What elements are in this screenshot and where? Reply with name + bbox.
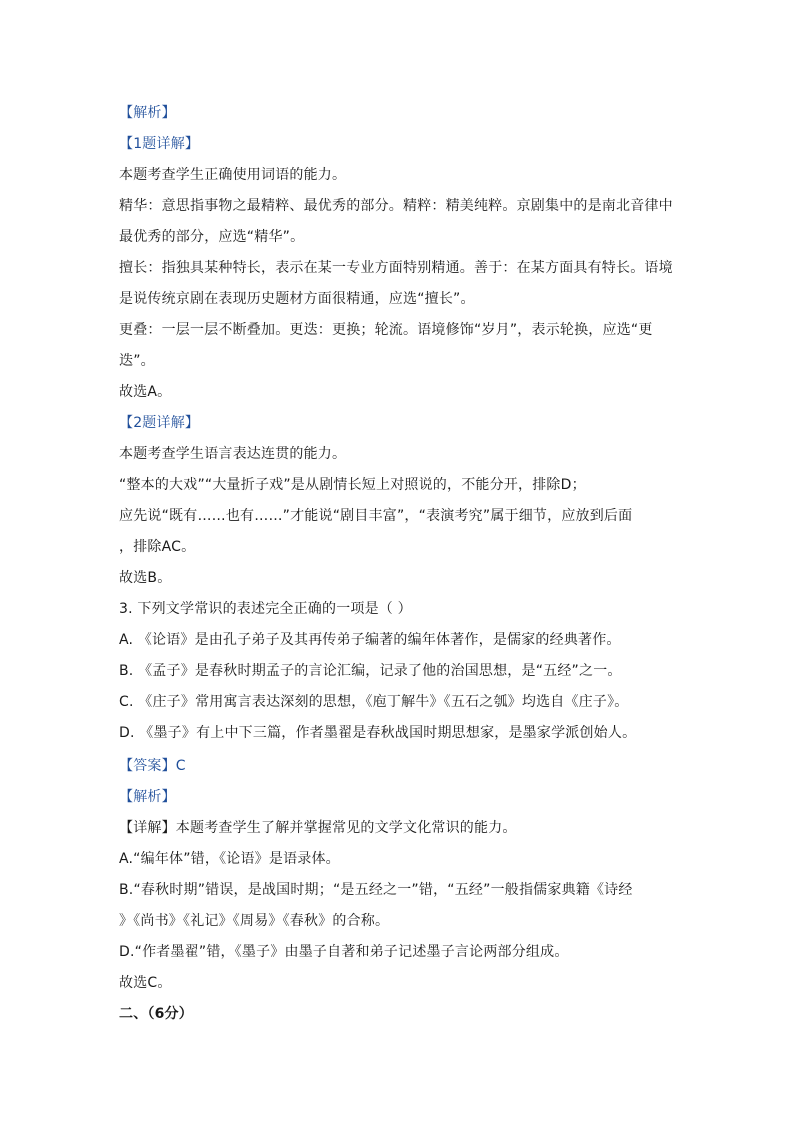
explanation-a: A.“编年体”错，《论语》是语录体。 bbox=[119, 851, 340, 867]
q2-detail-heading: 【2题详解】 bbox=[119, 415, 200, 431]
paragraph-line: 本题考查学生语言表达连贯的能力。 bbox=[119, 446, 347, 462]
option-b: B. 《孟子》是春秋时期孟子的言论汇编，记录了他的治国思想，是“五经”之一。 bbox=[119, 663, 622, 679]
section-two-heading: 二、（6分） bbox=[119, 1006, 193, 1022]
detail-line: 【详解】本题考查学生了解并掌握常见的文学文化常识的能力。 bbox=[119, 820, 517, 836]
q1-detail-heading: 【1题详解】 bbox=[119, 136, 200, 152]
paragraph-line: 精华：意思指事物之最精粹、最优秀的部分。精粹：精美纯粹。京剧集中的是南北音律中 bbox=[119, 198, 673, 214]
paragraph-line: 故选C。 bbox=[119, 975, 172, 991]
paragraph-line: “整本的大戏”“大量折子戏”是从剧情长短上对照说的，不能分开，排除D； bbox=[119, 477, 586, 493]
option-c: C. 《庄子》常用寓言表达深刻的思想，《庖丁解牛》《五石之瓠》均选自《庄子》。 bbox=[119, 694, 629, 710]
paragraph-line: 是说传统京剧在表现历史题材方面很精通，应选“擅长”。 bbox=[119, 291, 475, 307]
analysis-heading: 【解析】 bbox=[119, 105, 176, 121]
analysis-heading: 【解析】 bbox=[119, 789, 176, 805]
explanation-b-cont: 》《尚书》《礼记》《周易》《春秋》的合称。 bbox=[119, 913, 390, 929]
paragraph-line: 擅长：指独具某种特长，表示在某一专业方面特别精通。善于：在某方面具有特长。语境 bbox=[119, 260, 673, 276]
paragraph-line: 迭”。 bbox=[119, 353, 155, 369]
paragraph-line: 最优秀的部分，应选“精华”。 bbox=[119, 229, 305, 245]
explanation-b: B.“春秋时期”错误，是战国时期；“是五经之一”错，“五经”一般指儒家典籍《诗经 bbox=[119, 882, 633, 898]
option-a: A. 《论语》是由孔子弟子及其再传弟子编著的编年体著作，是儒家的经典著作。 bbox=[119, 632, 621, 648]
paragraph-line: 本题考查学生正确使用词语的能力。 bbox=[119, 167, 347, 183]
paragraph-line: 应先说“既有……也有……”才能说“剧目丰富”，“表演考究”属于细节，应放到后面 bbox=[119, 508, 633, 524]
explanation-d: D.“作者墨翟”错，《墨子》由墨子自著和弟子记述墨子言论两部分组成。 bbox=[119, 944, 569, 960]
paragraph-line: 故选A。 bbox=[119, 384, 172, 400]
question-3-stem: 3. 下列文学常识的表述完全正确的一项是（ ） bbox=[119, 601, 412, 617]
answer-line: 【答案】C bbox=[119, 758, 186, 774]
option-d: D. 《墨子》有上中下三篇，作者墨翟是春秋战国时期思想家，是墨家学派创始人。 bbox=[119, 725, 637, 741]
paragraph-line: 故选B。 bbox=[119, 570, 172, 586]
paragraph-line: 更叠：一层一层不断叠加。更迭：更换；轮流。语境修饰“岁月”，表示轮换，应选“更 bbox=[119, 322, 653, 338]
paragraph-line: ，排除AC。 bbox=[119, 539, 196, 555]
